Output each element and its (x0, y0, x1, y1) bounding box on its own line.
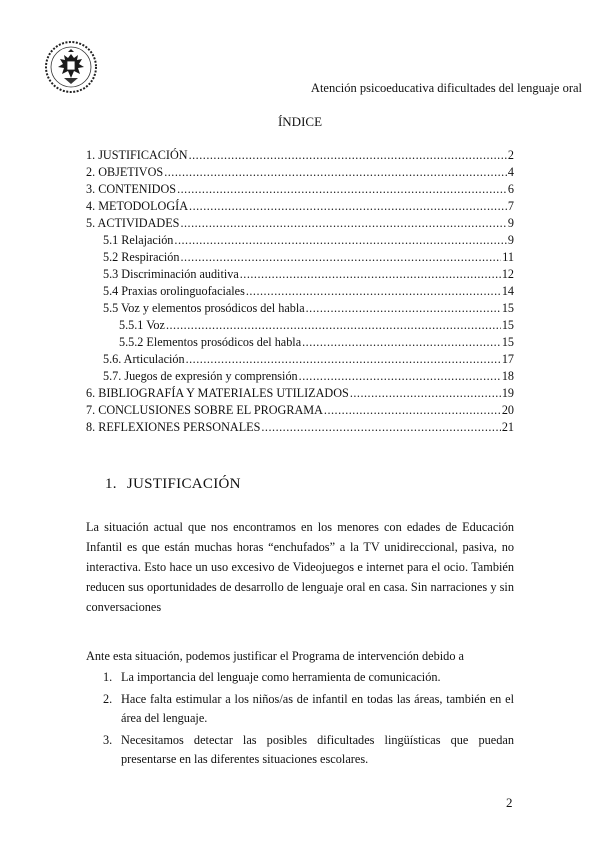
toc-entry[interactable] (86, 233, 514, 250)
toc-entry[interactable] (86, 267, 514, 284)
list-item-text: La importancia del lenguaje como herramienta de comunicación. (121, 670, 441, 684)
toc-leader-dots (189, 148, 507, 163)
section-heading (105, 476, 241, 493)
toc-entry-page: 14 (501, 284, 514, 298)
toc-entry[interactable] (86, 216, 514, 233)
toc-entry-label: 5.5.2 Elementos prosódicos del habla (119, 335, 302, 349)
toc-leader-dots (261, 420, 500, 435)
list-marker: 2. (103, 692, 113, 706)
toc-entry[interactable] (86, 403, 514, 420)
toc-entry-label: 7. CONCLUSIONES SOBRE EL PROGRAMA (86, 403, 323, 417)
toc-entry-page: 19 (501, 386, 514, 400)
toc-entry[interactable] (86, 148, 514, 165)
toc-entry[interactable] (86, 199, 514, 216)
toc-entry-label: 5. ACTIVIDADES (86, 216, 180, 230)
paragraph: La situación actual que nos encontramos en los menores con edades de Educación Infantil es que están muchas horas “enchufados” a la TV unidireccional, pasiva, no interactiva. Esto hace un uso excesivo de Videojuegos e internet para el ocio. También reducen sus oportunidades de desarrollo de lenguaje oral en casa. Sin narraciones y sin conversaciones (86, 520, 514, 614)
toc-entry-label: 5.5 Voz y elementos prosódicos del habla (103, 301, 305, 315)
toc-leader-dots (164, 165, 507, 180)
toc-leader-dots (174, 233, 507, 248)
toc-entry-page: 17 (501, 352, 514, 366)
toc-entry-label: 1. JUSTIFICACIÓN (86, 148, 188, 162)
section-title: JUSTIFICACIÓN (126, 476, 241, 492)
table-of-contents (86, 148, 514, 437)
toc-entry-label: 4. METODOLOGÍA (86, 199, 189, 213)
toc-entry[interactable] (86, 182, 514, 199)
toc-entry[interactable] (86, 352, 514, 369)
toc-entry-page: 6 (507, 182, 514, 196)
toc-leader-dots (166, 318, 501, 333)
toc-entry-label: 5.4 Praxias orolinguofaciales (103, 284, 245, 298)
toc-entry-label: 5.2 Respiración (103, 250, 180, 264)
list-item (86, 668, 514, 687)
toc-entry[interactable] (86, 318, 514, 335)
list-marker: 1. (103, 670, 113, 684)
list-marker: 3. (103, 733, 113, 747)
toc-leader-dots (306, 301, 501, 316)
toc-entry-page: 12 (501, 267, 514, 281)
toc-leader-dots (302, 335, 501, 350)
toc-entry-page: 21 (501, 420, 514, 434)
university-crest-icon (44, 40, 98, 94)
toc-leader-dots (240, 267, 501, 282)
toc-title: ÍNDICE (277, 114, 323, 129)
toc-leader-dots (180, 216, 506, 231)
list-item (86, 690, 514, 728)
list-item (86, 731, 514, 769)
toc-entry-label: 3. CONTENIDOS (86, 182, 177, 196)
toc-entry[interactable] (86, 420, 514, 437)
toc-leader-dots (324, 403, 501, 418)
toc-entry-page: 2 (507, 148, 514, 162)
crest-graphic (44, 40, 98, 94)
toc-entry[interactable] (86, 301, 514, 318)
toc-leader-dots (246, 284, 501, 299)
list-item-text: Necesitamos detectar las posibles dificultades lingüísticas que puedan presentarse en las diferentes situaciones escolares. (121, 733, 514, 766)
toc-entry-page: 9 (507, 216, 514, 230)
toc-entry[interactable] (86, 165, 514, 182)
toc-leader-dots (181, 250, 502, 265)
paragraph: Ante esta situación, podemos justificar el Programa de intervención debido a (86, 649, 465, 663)
toc-leader-dots (350, 386, 501, 401)
toc-entry-label: 2. OBJETIVOS (86, 165, 164, 179)
toc-entry-label: 6. BIBLIOGRAFÍA Y MATERIALES UTILIZADOS (86, 386, 349, 400)
toc-entry-label: 5.6. Articulación (103, 352, 185, 366)
toc-entry-page: 11 (502, 250, 514, 264)
section-number: 1. (105, 476, 117, 492)
toc-entry-page: 9 (507, 233, 514, 247)
toc-entry-page: 20 (501, 403, 514, 417)
toc-entry[interactable] (86, 369, 514, 386)
toc-leader-dots (186, 352, 501, 367)
toc-entry-label: 5.1 Relajación (103, 233, 174, 247)
reasons-list (86, 668, 514, 772)
toc-entry[interactable] (86, 250, 514, 267)
toc-leader-dots (299, 369, 501, 384)
toc-entry-page: 15 (501, 301, 514, 315)
toc-entry[interactable] (86, 335, 514, 352)
toc-entry-page: 15 (501, 318, 514, 332)
toc-entry[interactable] (86, 386, 514, 403)
toc-entry-page: 7 (507, 199, 514, 213)
toc-entry-label: 5.5.1 Voz (119, 318, 165, 332)
toc-leader-dots (177, 182, 507, 197)
toc-leader-dots (189, 199, 507, 214)
list-item-text: Hace falta estimular a los niños/as de infantil en todas las áreas, también en el área del lenguaje. (121, 692, 514, 725)
toc-entry-label: 8. REFLEXIONES PERSONALES (86, 420, 261, 434)
page-number: 2 (506, 795, 513, 810)
toc-entry-page: 15 (501, 335, 514, 349)
toc-entry-label: 5.3 Discriminación auditiva (103, 267, 239, 281)
running-header: Atención psicoeducativa dificultades del lenguaje oral (310, 81, 582, 95)
toc-entry-label: 5.7. Juegos de expresión y comprensión (103, 369, 298, 383)
toc-entry[interactable] (86, 284, 514, 301)
toc-entry-page: 4 (507, 165, 514, 179)
toc-entry-page: 18 (501, 369, 514, 383)
